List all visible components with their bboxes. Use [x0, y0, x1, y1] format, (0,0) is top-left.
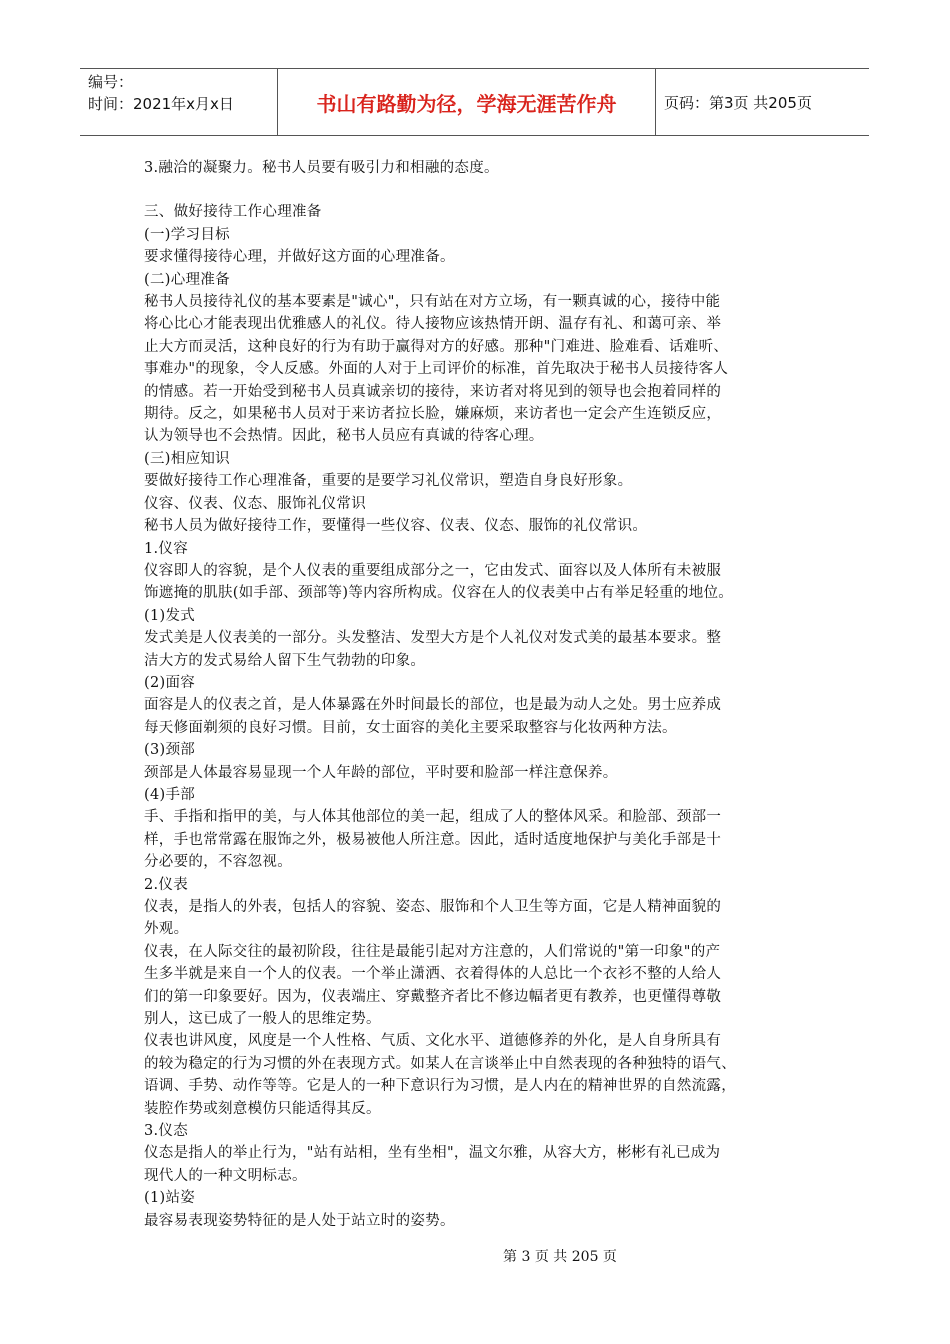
text-line: 现代人的一种文明标志。: [144, 1167, 307, 1184]
text-line: 外观。: [144, 921, 189, 938]
header-meta: [80, 69, 278, 135]
header-motto: 书山有路勤为径，学海无涯苦作舟: [278, 69, 656, 135]
page-footer: 第 3 页 共 205 页: [503, 1249, 617, 1265]
text-line: 秘书人员为做好接待工作，要懂得一些仪容、仪表、仪态、服饰的礼仪常识。: [144, 518, 648, 535]
document-body: [144, 157, 812, 1232]
text-line: (1)发式: [144, 607, 196, 624]
text-line: 秘书人员接待礼仪的基本要素是"诚心"，只有站在对方立场，有一颗真诚的心，接待中能: [144, 294, 721, 311]
text-line: 颈部是人体最容易显现一个人年龄的部位，平时要和脸部一样注意保养。: [144, 764, 618, 781]
text-line: 仪容即人的容貌，是个人仪表的重要组成部分之一，它由发式、面容以及人体所有未被服: [144, 562, 722, 579]
text-line: 最容易表现姿势特征的是人处于站立时的姿势。: [144, 1212, 455, 1229]
text-line: 生多半就是来自一个人的仪表。一个举止潇洒、衣着得体的人总比一个衣衫不整的人给人: [144, 966, 722, 983]
text-line: (二)心理准备: [144, 271, 230, 288]
text-line: 装腔作势或刻意模仿只能适得其反。: [144, 1100, 381, 1117]
text-line: 3.融洽的凝聚力。秘书人员要有吸引力和相融的态度。: [144, 160, 499, 176]
text-line: 将心比心才能表现出优雅感人的礼仪。待人接物应该热情开朗、温存有礼、和蔼可亲、举: [144, 316, 722, 333]
text-line: 发式美是人仪表美的一部分。头发整洁、发型大方是个人礼仪对发式美的最基本要求。整: [144, 630, 722, 647]
text-line: (一)学习目标: [144, 226, 230, 243]
text-line: 要求懂得接待心理，并做好这方面的心理准备。: [144, 249, 455, 266]
text-line: (4)手部: [144, 786, 196, 803]
text-line: 的较为稳定的行为习惯的外在表现方式。如某人在言谈举止中自然表现的各种独特的语气、: [144, 1055, 736, 1072]
text-line: 仪表，是指人的外表，包括人的容貌、姿态、服饰和个人卫生等方面，它是人精神面貌的: [144, 899, 722, 915]
text-line: (1)站姿: [144, 1190, 196, 1207]
text-line: (3)颈部: [144, 742, 196, 759]
text-line: 手、手指和指甲的美，与人体其他部位的美一起，组成了人的整体风采。和脸部、颈部一: [144, 809, 722, 826]
text-line: 面容是人的仪表之首，是人体暴露在外时间最长的部位，也是最为动人之处。男士应养成: [144, 697, 722, 714]
page-header: [80, 68, 869, 136]
text-line: 仪态是指人的举止行为，"站有站相，坐有坐相"，温文尔雅，从容大方，彬彬有礼已成为: [144, 1145, 721, 1162]
text-line: 2.仪表: [144, 876, 189, 893]
text-line: 语调、手势、动作等等。它是人的一种下意识行为习惯，是人内在的精神世界的自然流露，: [144, 1078, 736, 1095]
text-line: (2)面容: [144, 674, 196, 691]
text-line: 别人，这已成了一般人的思维定势。: [144, 1011, 381, 1028]
text-line: 每天修面剃须的良好习惯。目前，女士面容的美化主要采取整容与化妆两种方法。: [144, 719, 677, 736]
text-line: 事难办"的现象，令人反感。外面的人对于上司评价的标准，首先取决于秘书人员接待客人: [144, 361, 729, 378]
text-line: 样，手也常常露在服饰之外，极易被他人所注意。因此，适时适度地保护与美化手部是十: [144, 831, 722, 848]
text-line: 仪容、仪表、仪态、服饰礼仪常识: [144, 495, 366, 512]
text-line: 3.仪态: [144, 1123, 189, 1140]
text-line: 止大方而灵活，这种良好的行为有助于赢得对方的好感。那种"门难进、脸难看、话难听、: [144, 338, 729, 355]
text-line: 饰遮掩的肌肤(如手部、颈部等)等内容所构成。仪容在人的仪表美中占有举足轻重的地位。: [144, 585, 734, 602]
text-line: 们的第一印象要好。因为，仪表端庄、穿戴整齐者比不修边幅者更有教养，也更懂得尊敬: [144, 988, 722, 1005]
text-line: 的情感。若一开始受到秘书人员真诚亲切的接待，来访者对将见到的领导也会抱着同样的: [144, 383, 722, 400]
number-label: 编号：: [88, 73, 134, 91]
text-line: 洁大方的发式易给人留下生气勃勃的印象。: [144, 652, 426, 669]
text-line: 1.仪容: [144, 540, 189, 557]
time-label: 时间：2021年x月x日: [88, 95, 234, 113]
text-line: 分必要的，不容忽视。: [144, 854, 292, 871]
text-line: 仪表，在人际交往的最初阶段，往往是最能引起对方注意的，人们常说的"第一印象"的产: [144, 943, 721, 960]
blank-line: [144, 179, 812, 201]
text-line: 三、做好接待工作心理准备: [144, 204, 322, 221]
text-line: (三)相应知识: [144, 450, 230, 467]
text-line: 认为领导也不会热情。因此，秘书人员应有真诚的待客心理。: [144, 428, 544, 445]
text-line: 期待。反之，如果秘书人员对于来访者拉长脸，嫌麻烦，来访者也一定会产生连锁反应，: [144, 406, 722, 423]
header-page-info: 页码：第3页 共205页: [664, 93, 812, 112]
text-line: 要做好接待工作心理准备，重要的是要学习礼仪常识，塑造自身良好形象。: [144, 473, 633, 490]
text-line: 仪表也讲风度，风度是一个人性格、气质、文化水平、道德修养的外化，是人自身所具有: [144, 1033, 722, 1050]
